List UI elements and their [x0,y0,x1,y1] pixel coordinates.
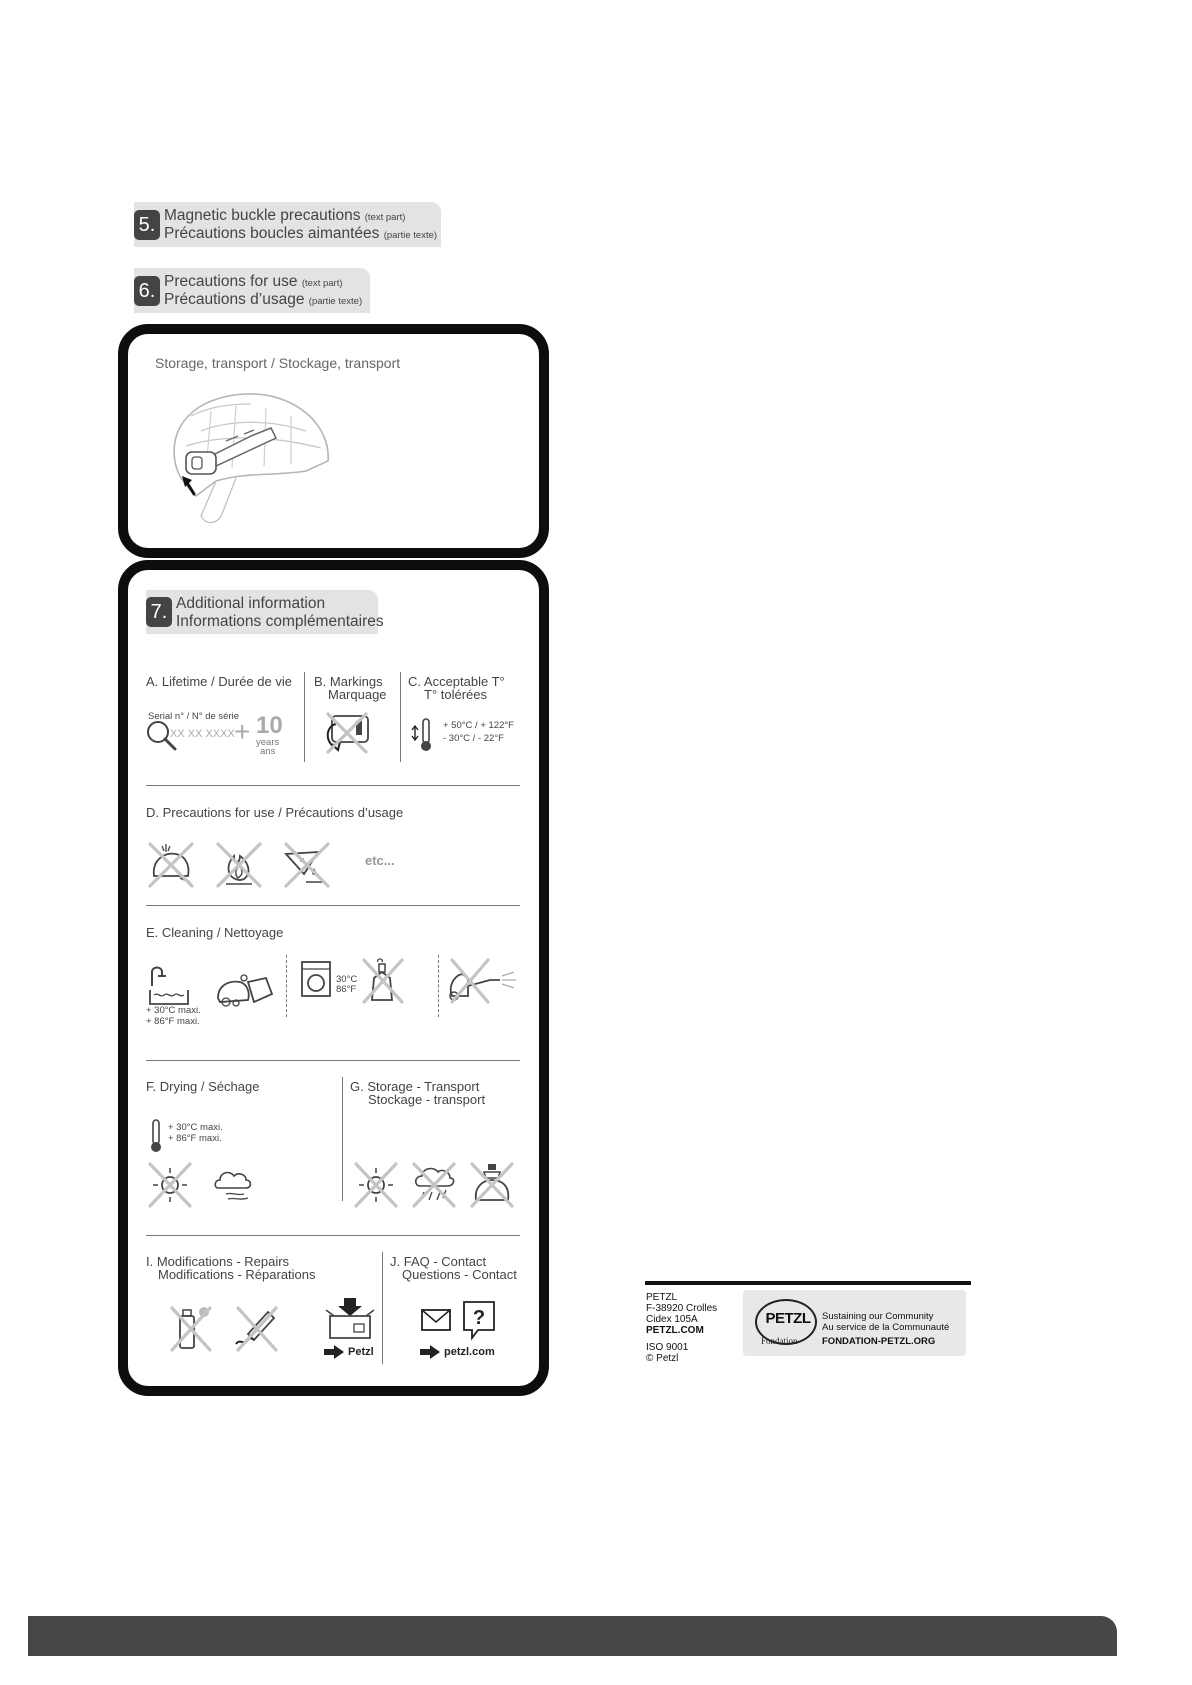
divider [146,1060,520,1061]
markings-icon [322,712,372,756]
storage-title: Storage, transport / Stockage, transport [155,355,401,371]
faucet-water-icon [146,962,192,1010]
storage-transport-title-en: G. Storage - Transport [350,1079,480,1094]
cleaning-max-f: + 86°F maxi. [146,1016,200,1027]
drying-max-f: + 86°F maxi. [168,1133,222,1144]
serial-label: Serial n° / N° de série [148,711,240,722]
faq-title-fr: Questions - Contact [402,1267,517,1282]
storage-transport-title-fr: Stockage - transport [368,1092,486,1107]
no-sun-icon [146,1162,194,1208]
no-fire-icon [214,842,264,888]
markings-title-fr: Marquage [328,687,387,702]
address-company: PETZL [646,1292,678,1303]
section-5-number: 5. [134,210,160,240]
thermometer-icon [411,717,437,753]
svg-text:?: ? [472,1307,486,1329]
cleaning-title: E. Cleaning / Nettoyage [146,925,284,940]
fondation-logo-text: PETZL [765,1310,811,1327]
no-pressure-washer-icon [444,956,520,1006]
page-footer-bar [28,1616,1117,1656]
lifetime-years-number: 10 [256,712,283,739]
section-5-title-en: Magnetic buckle precautions (text part) [164,207,406,224]
fondation-line-fr: Au service de la Communauté [822,1322,950,1333]
section-5-header [134,202,441,247]
divider [304,672,305,762]
serial-value: XX XX XXXX [170,728,235,740]
fondation-website[interactable]: FONDATION-PETZL.ORG [822,1336,936,1347]
washing-machine-icon [300,960,332,998]
divider [438,955,439,1017]
temperature-title-en: C. Acceptable T° [408,674,505,689]
fondation-line-en: Sustaining our Community [822,1311,934,1322]
additional-info-frame [118,560,549,1396]
no-crushing-icon [468,1162,516,1208]
question-bubble-icon [462,1300,496,1340]
address-block [646,1292,717,1364]
no-rain-icon [410,1162,458,1208]
storage-frame [118,324,549,558]
section-5-title-fr: Précautions boucles aimantées (partie texte) [164,225,438,242]
wash-temp-c: 30°C [336,974,358,985]
no-paint-spray-icon [166,1304,216,1352]
helmet-storage-illustration [156,376,336,526]
divider [342,1077,343,1201]
no-marker-icon [232,1304,282,1352]
thermometer-icon [148,1118,164,1154]
section-7-header [146,590,384,634]
arrow-right-icon [324,1345,344,1359]
divider [382,1252,383,1364]
address-postcode: F-38920 Crolles [646,1303,718,1314]
temperature-title-fr: T° tolérées [424,687,488,702]
divider [146,785,520,786]
temp-cold: - 30°C / - 22°F [443,733,504,744]
section-6-title-fr: Précautions d’usage (partie texte) [164,291,363,308]
section-5-note-en: (text part) [364,212,406,223]
divider [146,1235,520,1236]
soap-sponge-icon [214,968,274,1008]
section-6-note-fr: (partie texte) [308,296,363,307]
no-sun-icon [352,1162,400,1208]
etc-label: etc... [365,853,395,868]
section-6-header [134,268,370,313]
faq-title-en: J. FAQ - Contact [390,1254,487,1269]
lifetime-title: A. Lifetime / Durée de vie [146,674,292,689]
section-5-note-fr: (partie texte) [383,230,438,241]
wash-temp-f: 86°F [336,984,357,995]
address-iso: ISO 9001 [646,1342,689,1353]
precautions-title: D. Precautions for use / Précautions d’usage [146,805,404,820]
drying-title: F. Drying / Séchage [146,1079,260,1094]
years-label-fr: ans [260,746,276,757]
air-dry-wind-icon [212,1166,258,1206]
cleaning-max-c: + 30°C maxi. [146,1005,201,1016]
divider [146,905,520,906]
arrow-right-icon [420,1345,440,1359]
section-6-note-en: (text part) [301,278,343,289]
no-chemicals-icon [282,842,332,888]
fondation-logo-sub: Fondation [761,1336,798,1346]
plus-icon: + [234,716,251,747]
section-7-title-en: Additional information [176,595,326,612]
address-website[interactable]: PETZL.COM [646,1325,704,1336]
fondation-box [743,1290,966,1356]
address-copyright: © Petzl [646,1353,679,1364]
address-cidex: Cidex 105A [646,1314,698,1325]
envelope-icon [420,1308,452,1332]
brand-rule [645,1281,971,1285]
no-impact-icon [146,842,196,888]
drying-max-c: + 30°C maxi. [168,1122,223,1133]
modifications-title-fr: Modifications - Réparations [158,1267,316,1282]
petzl-return-label: Petzl [348,1346,374,1358]
markings-title-en: B. Markings [314,674,383,689]
section-7-title-fr: Informations complémentaires [176,613,384,630]
divider [400,672,401,762]
divider [286,955,287,1017]
section-7-number: 7. [146,597,172,627]
section-6-title-en: Precautions for use (text part) [164,273,343,290]
petzl-website-link[interactable]: petzl.com [444,1346,495,1358]
no-detergent-icon [360,956,406,1006]
section-6-number: 6. [134,276,160,306]
years-label-en: years [256,737,280,748]
temp-hot: + 50°C / + 122°F [443,720,514,731]
modifications-title-en: I. Modifications - Repairs [146,1254,290,1269]
return-box-icon [324,1296,376,1342]
